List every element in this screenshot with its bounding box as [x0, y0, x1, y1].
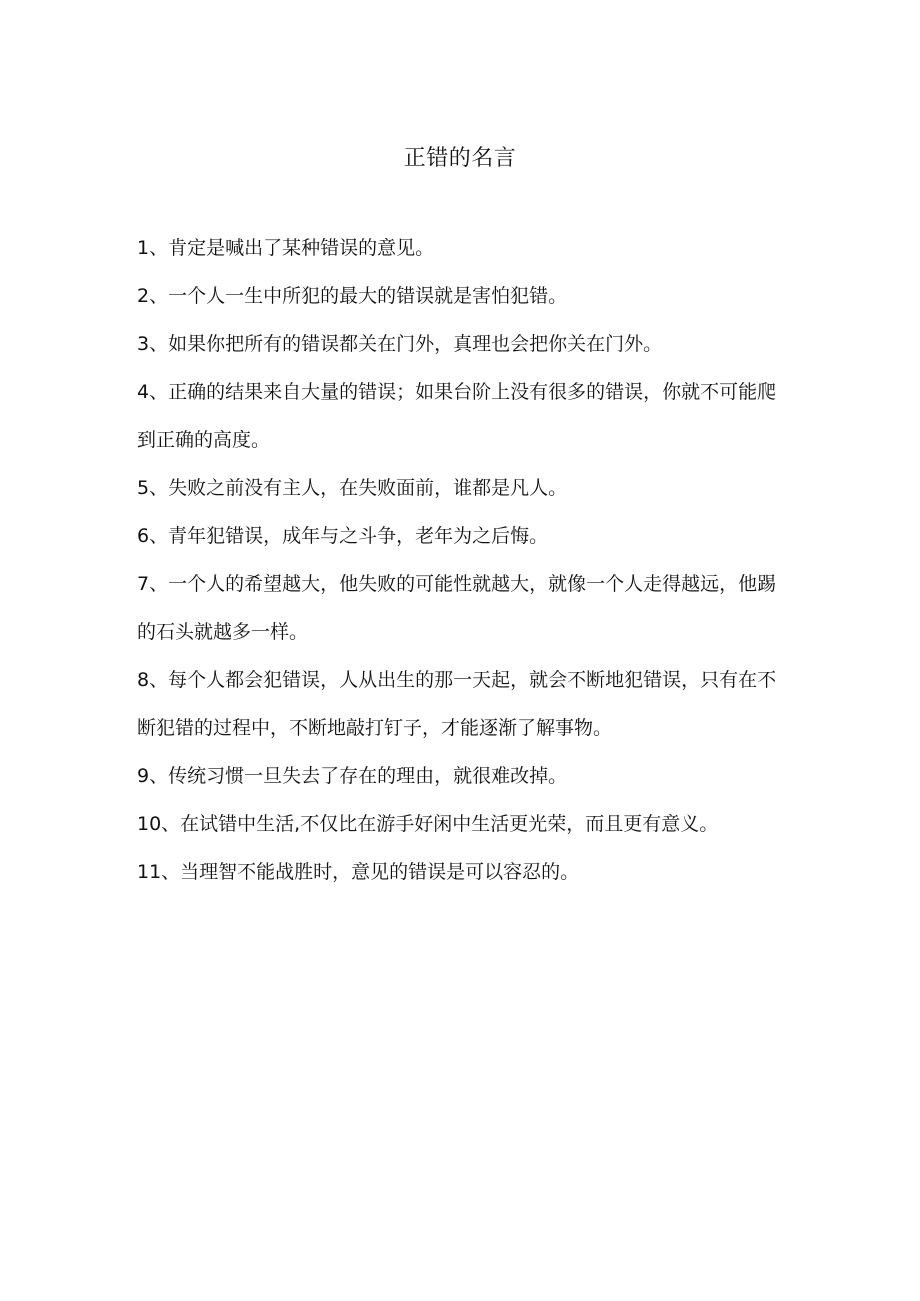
- quote-item-9: 9、传统习惯一旦失去了存在的理由，就很难改掉。: [137, 765, 568, 787]
- quote-item-7: 7、一个人的希望越大，他失败的可能性就越大，就像一个人走得越远，他踢的石头就越多一样。: [137, 573, 777, 643]
- quote-item-10: 10、在试错中生活,不仅比在游手好闲中生活更光荣，而且更有意义。: [137, 813, 719, 835]
- quote-list: [137, 224, 785, 896]
- quote-item-11: 11、当理智不能战胜时，意见的错误是可以容忍的。: [137, 861, 580, 883]
- page-title: 正错的名言: [403, 145, 517, 171]
- quote-item-1: 1、肯定是喊出了某种错误的意见。: [137, 237, 435, 259]
- quote-item-2: 2、一个人一生中所犯的最大的错误就是害怕犯错。: [137, 285, 568, 307]
- quote-item-6: 6、青年犯错误，成年与之斗争，老年为之后悔。: [137, 525, 549, 547]
- quote-item-5: 5、失败之前没有主人，在失败面前，谁都是凡人。: [137, 477, 568, 499]
- quote-item-3: 3、如果你把所有的错误都关在门外，真理也会把你关在门外。: [137, 333, 663, 355]
- quote-item-4: 4、正确的结果来自大量的错误；如果台阶上没有很多的错误，你就不可能爬到正确的高度。: [137, 381, 777, 451]
- quote-item-8: 8、每个人都会犯错误，人从出生的那一天起，就会不断地犯错误，只有在不断犯错的过程中，不断地敲打钉子，才能逐渐了解事物。: [137, 669, 777, 739]
